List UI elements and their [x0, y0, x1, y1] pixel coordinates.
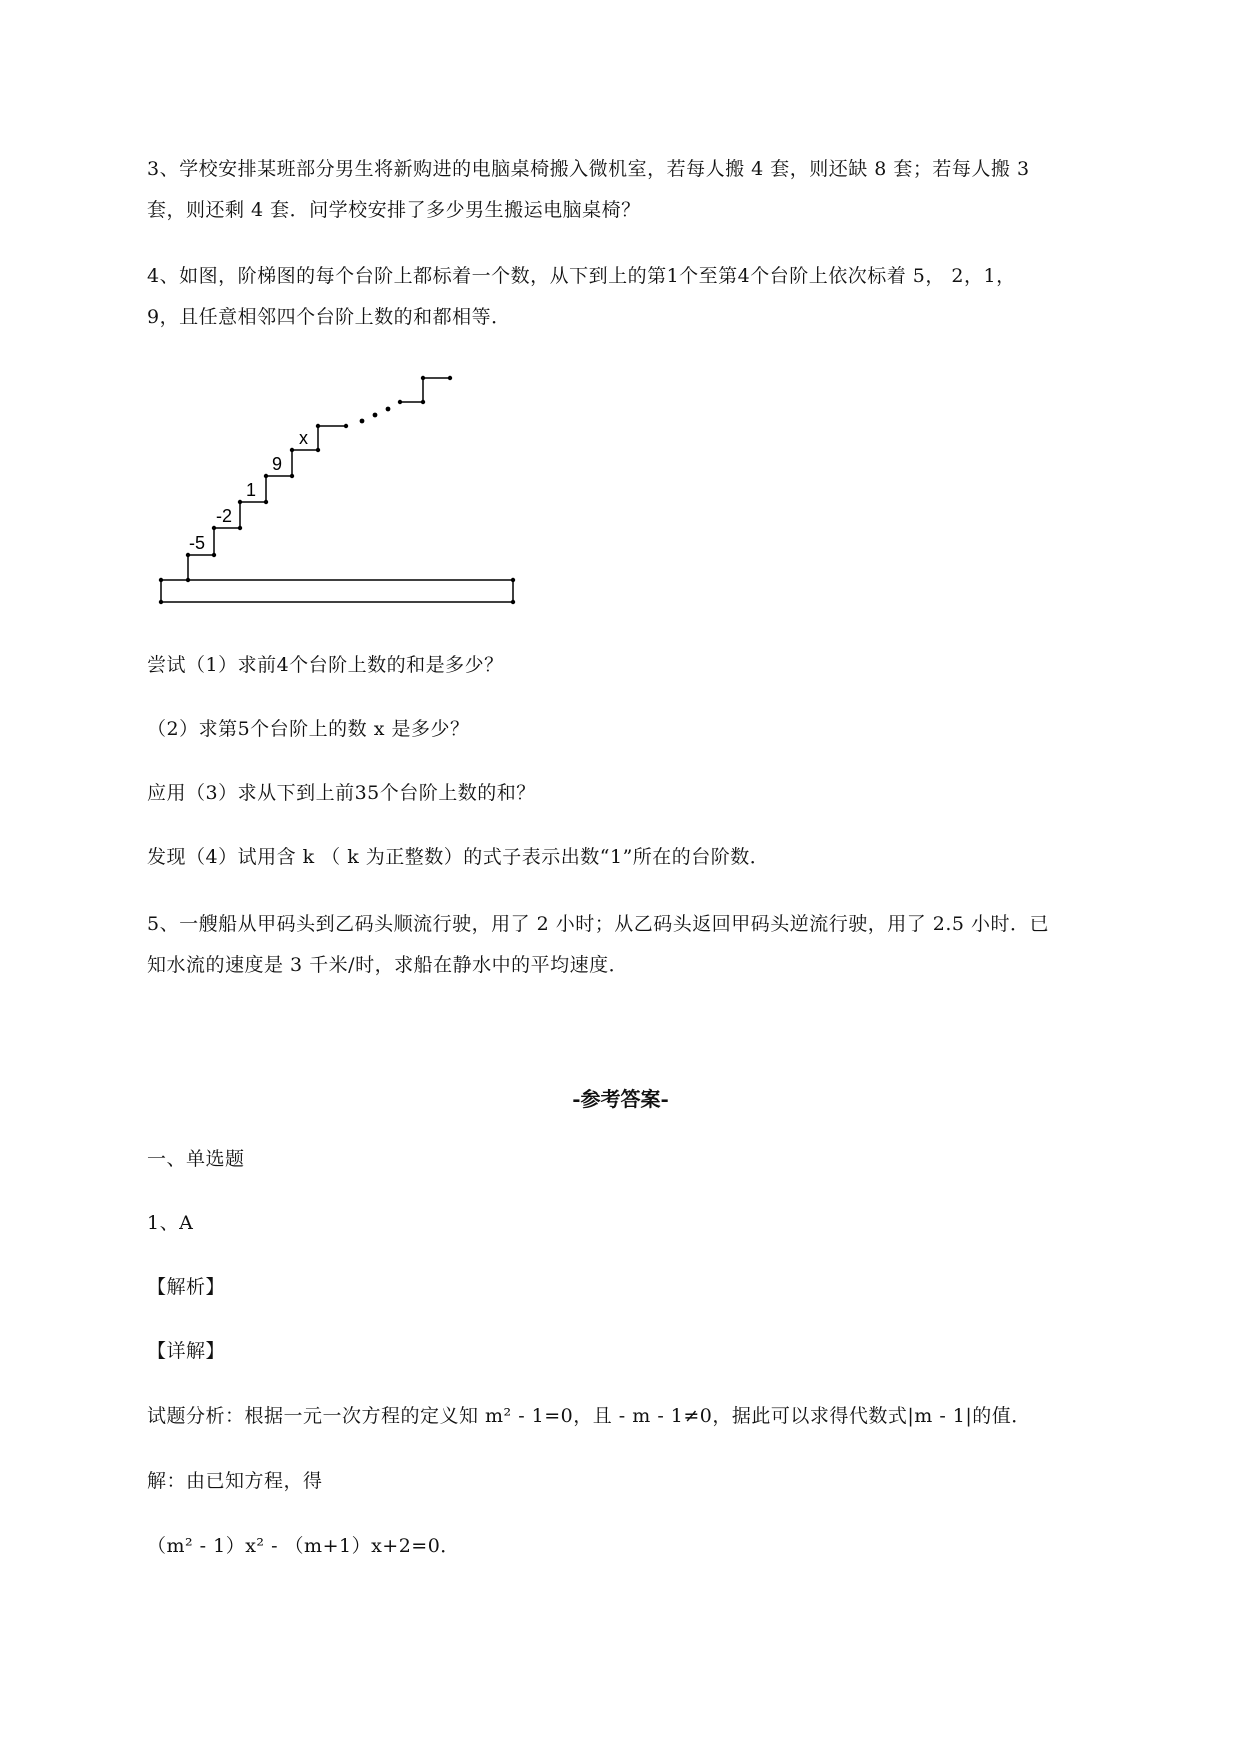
q5-line-1: 5、一艘船从甲码头到乙码头顺流行驶，用了 2 小时；从乙码头返回甲码头逆流行驶，用了 2.5 小时．已: [147, 913, 1050, 935]
staircase-figure: [158, 370, 538, 614]
answers-section-heading: 一、单选题: [147, 1148, 245, 1170]
solution-text: 解：由已知方程，得: [147, 1470, 323, 1492]
q4-sub-4: 发现（4）试用含 k （ k 为正整数）的式子表示出数“1”所在的台阶数．: [147, 846, 770, 868]
q4-sub-3: 应用（3）求从下到上前35个台阶上数的和？: [147, 782, 536, 804]
q4-sub-2: （2）求第5个台阶上的数 x 是多少？: [147, 718, 470, 740]
step-label-1: -5: [189, 533, 206, 553]
step-label-5: x: [299, 428, 308, 448]
q3-line-1: 3、学校安排某班部分男生将新购进的电脑桌椅搬入微机室，若每人搬 4 套，则还缺 8 套；若每人搬 3: [147, 158, 1030, 180]
answer-1: 1、A: [147, 1212, 194, 1234]
q5-line-2: 知水流的速度是 3 千米/时，求船在静水中的平均速度．: [147, 954, 629, 976]
jiexi-heading: 【解析】: [147, 1276, 226, 1298]
q3-line-2: 套，则还剩 4 套．问学校安排了多少男生搬运电脑桌椅？: [147, 199, 641, 221]
q4-line-1: 4、如图，阶梯图的每个台阶上都标着一个数，从下到上的第1个至第4个台阶上依次标着 5， 2，1，: [147, 265, 1016, 287]
answers-title: -参考答案-: [572, 1087, 669, 1111]
analysis-text: 试题分析：根据一元一次方程的定义知 m² - 1=0，且 - m - 1≠0，据此可以求得代数式|m - 1|的值．: [147, 1405, 1031, 1427]
stair-top-steps: [400, 378, 450, 402]
q4-sub-1: 尝试（1）求前4个台阶上数的和是多少？: [147, 654, 504, 676]
stair-vertices: [159, 376, 515, 604]
step-label-4: 9: [272, 454, 283, 474]
step-label-3: 1: [246, 480, 257, 500]
step-label-2: -2: [216, 506, 233, 526]
q4-line-2: 9，且任意相邻四个台阶上数的和都相等．: [147, 306, 511, 328]
equation-text: （m² - 1）x² - （m+1）x+2=0．: [147, 1535, 460, 1557]
xiangjie-heading: 【详解】: [147, 1340, 226, 1362]
stair-base: [161, 580, 513, 602]
stair-ellipsis-dots: [360, 407, 391, 424]
